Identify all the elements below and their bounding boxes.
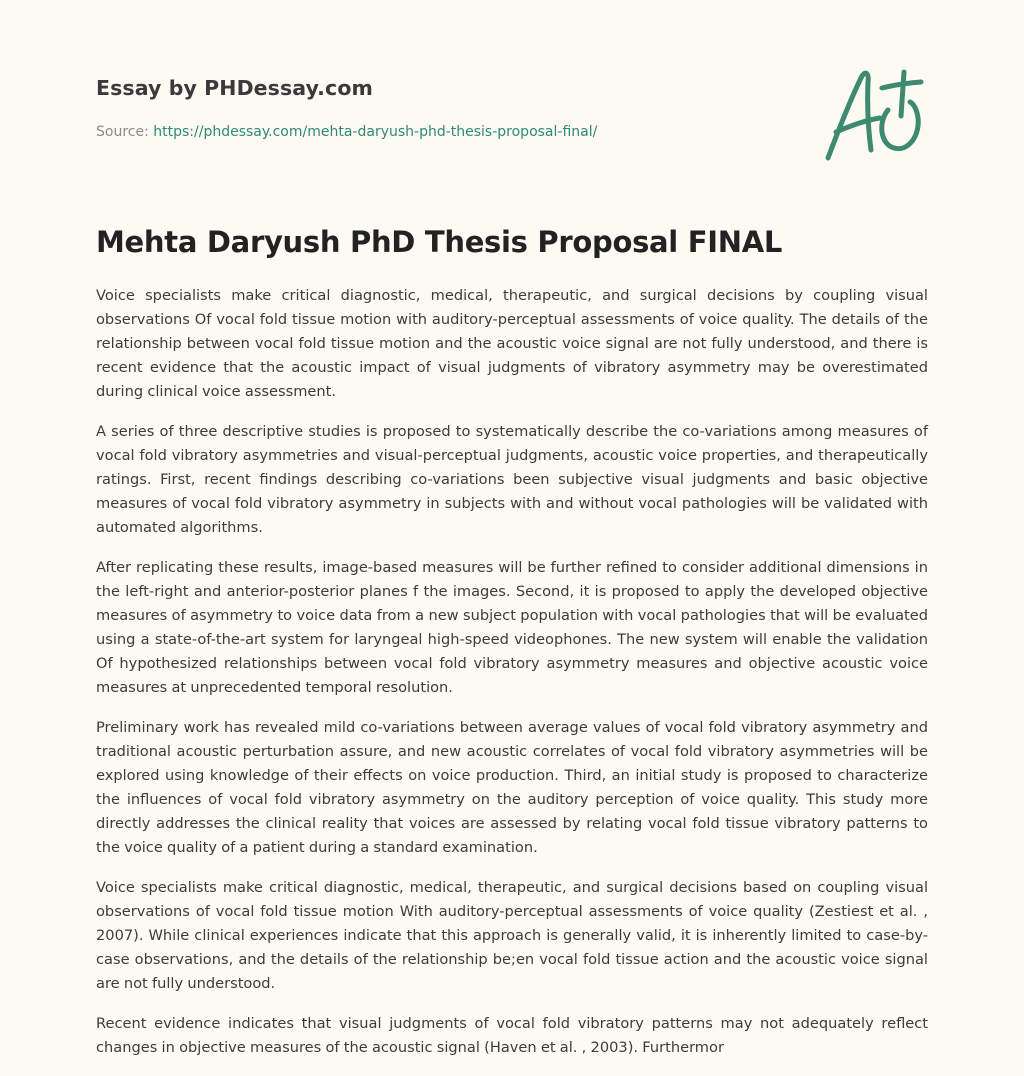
- source-link[interactable]: https://phdessay.com/mehta-daryush-phd-thesis-proposal-final/: [153, 124, 598, 140]
- essay-paragraph: After replicating these results, image-based measures will be further refined to consider additional dimensions in the left-right and anterior-posterior planes f the images. Second, it is proposed to apply the developed objective measures of asymmetry to voice data from a new subject population with vocal pathologies that will be evaluated using a state-of-the-art system for laryngeal high-speed videophones. The new system will enable the validation Of hypothesized relationships between vocal fold vibratory asymmetry measures and objective acoustic voice measures at unprecedented temporal resolution.: [96, 559, 928, 696]
- essay-paragraph: Recent evidence indicates that visual judgments of vocal fold vibratory patterns may not adequately reflect changes in objective measures of the acoustic signal (Haven et al. , 2003). Furthermor: [96, 1015, 928, 1056]
- essay-paragraph: Preliminary work has revealed mild co-variations between average values of vocal fold vibratory asymmetry and traditional acoustic perturbation assure, and new acoustic correlates of vocal fold vibratory asymmetries will be explored using knowledge of their effects on voice production. Third, an initial study is proposed to characterize the influences of vocal fold vibratory asymmetry on the auditory perception of voice quality. This study more directly addresses the clinical reality that voices are assessed by relating vocal fold tissue vibratory patterns to the voice quality of a patient during a standard examination.: [96, 719, 928, 856]
- site-brand: Essay by PHDessay.com: [96, 76, 373, 100]
- source-label: Source:: [96, 124, 154, 140]
- essay-body: [96, 284, 928, 1076]
- a-plus-logo-icon: [822, 66, 926, 166]
- essay-paragraph: Voice specialists make critical diagnostic, medical, therapeutic, and surgical decisions by coupling visual observations Of vocal fold tissue motion with auditory-perceptual assessments of voice quality. The details of the relationship between vocal fold tissue motion and the acoustic voice signal are not fully understood, and there is recent evidence that the acoustic impact of visual judgments of vibratory asymmetry may be overestimated during clinical voice assessment.: [96, 287, 928, 400]
- essay-page: [96, 0, 928, 1076]
- essay-paragraph: Voice specialists make critical diagnostic, medical, therapeutic, and surgical decisions based on coupling visual observations of vocal fold tissue motion With auditory-perceptual assessments of voice quality (Zestiest et al. , 2007). While clinical experiences indicate that this approach is generally valid, it is inherently limited to case-by-case observations, and the details of the relationship be;en vocal fold tissue action and the acoustic voice signal are not fully understood.: [96, 879, 928, 992]
- essay-title: Mehta Daryush PhD Thesis Proposal FINAL: [96, 225, 783, 259]
- source-line: [96, 124, 597, 140]
- essay-paragraph: A series of three descriptive studies is proposed to systematically describe the co-variations among measures of vocal fold vibratory asymmetries and visual-perceptual judgments, acoustic voice properties, and therapeutically ratings. First, recent findings describing co-variations been subjective visual judgments and basic objective measures of vocal fold vibratory asymmetry in subjects with and without vocal pathologies will be validated with automated algorithms.: [96, 423, 928, 536]
